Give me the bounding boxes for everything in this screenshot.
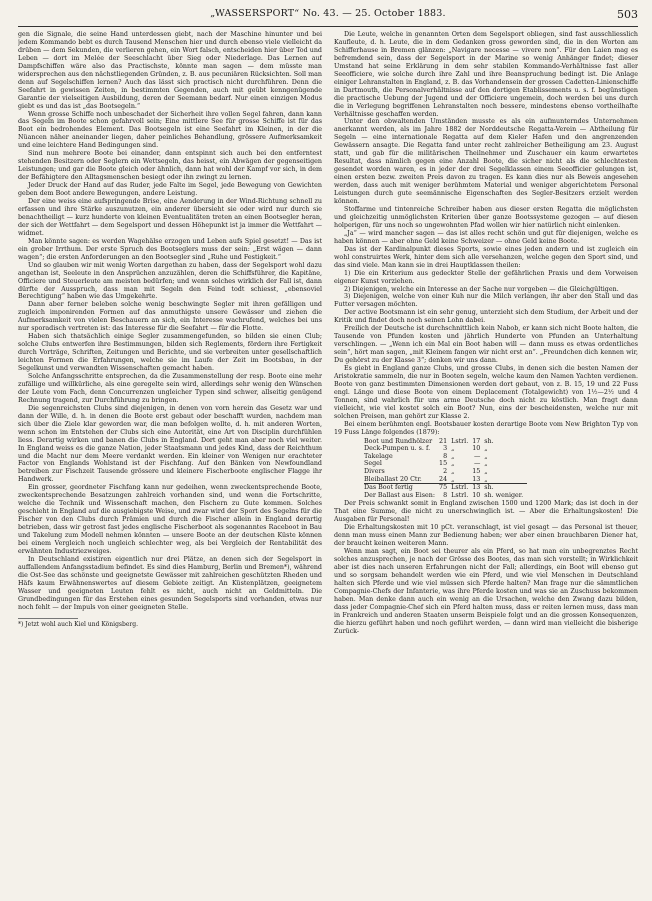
table-cell: 8 [443,452,448,460]
paragraph: Stoffarme und tintenreiche Schreiber haben aus dieser ersten Regatta die möglichsten und gleichzeitig unmöglichsten Kriterien über ganze Bootssysteme gezogen — auf diesen holperigen, für uns noch so ungewohnten Pfad wollen wir hier natürlich nicht einlenken. [334,205,638,229]
paragraph: Die segenreichsten Clubs sind diejenigen, in denen von vorn herein das Gesetz war und dann der Wille, d. h. in denen die Boote erst gebaut oder beschafft wurden, nachdem man sich über die Ziele klar geworden war, die man befolgen wollte, d. h. mit anderen Worten, wenn schon im Entstehen der Clubs sich eine Autorität, eine Art von Disciplin durchfühlen liess. Derartig wirken und banen die Clubs in England. Dort geht man aber noch viel weiter. In England weiss es die ganze Nation, jeder Staatsmann und jedes Kind, dass der Reichthum und die Macht nur dem Meere verdankt werden. Ein kleiner von Wenigen nur erachteter Factor von Englands Wohlstand ist der Fischfang. Auf den Bänken von Newfoundland betreiben zur Fischzeit Tausende grössere und kleinere Fischerboote englischer Flagge ihr Handwerk. [18,404,322,484]
text-columns [18,31,638,901]
page-header [18,8,638,24]
list-item: 2) Diejenigen, welche ein Interesse an der Sache nur vorgeben — die Gleichgültigen. [344,285,619,293]
table-cell: Bleiballast 20 Ctr. [364,475,422,483]
table-cell: Lstrl. [451,484,472,492]
table-cell: „ [484,460,488,468]
table-cell: — [473,452,481,460]
table-cell: Der Ballast aus Eisen: [364,491,436,499]
paragraph: Der eine weiss eine aufspringende Brise, eine Aenderung in der Wind-Richtung schnell zu erfassen und ihre Stärke auszunutzen, ein anderer übersieht sie oder wird nur durch sie benachtheiligt — kurz hunderte von kleinen Eventualitäten treten an einen Bootsegler heran, der sich der Wettfahrt — dem Segelsport und dessen Höhepunkt ist ja immer die Wettfahrt — widmet. [18,198,322,237]
table-cell: „ [484,452,488,460]
table-cell: 24 [439,475,448,483]
table-row [364,468,527,476]
table-cell: Divers [364,467,385,475]
paragraph: Der Preis schwankt somit in England zwischen 1500 und 1200 Mark; das ist doch in der That eine Summe, die nicht zu unerschwinglich ist. — Aber die Erhaltungskosten! Die Ausgaben für Personal! [334,500,638,524]
list-item: 3) Diejenigen, welche von einer Kuh nur die Milch verlangen, ihr aber den Stall und das Futter versagen möchten. [334,293,638,309]
right-column [334,31,638,901]
paragraph: gen die Signale, die seine Hand unterdessen giebt, nach der Maschine hinunter und bei jedem Kommando bebt es durch Tausend Menschen hier und durch ebenso viele vielleicht da drüben — dem Sekunden, die verlieren gehen, ein Wort falsch, entscheiden hier über Tod und Leben — dort im Melée der Seeschlacht über Sieg oder Niederlage. Das Lernen auf Dampfschiffen wäre also das Practischste, könnte man sagen — dem müsste man widersprechen aus den nächstliegenden Gründen, z. B. aus pecuniären Rücksichten. Soll man denn auf Segelschiffen lernen? Auch das lässt sich practisch nicht durchführen. Denn die Seefahrt in gewissen Zeiten, in bestimmten Gegenden, auch mit geübt kenngenügende Garantie der vielseitigen Ausbildung, deren der Seemann bedarf. Nur einen einzigen Modus giebt es und das ist „das Bootsegeln.“ [18,31,322,110]
table-cell: Lstrl. [451,491,469,499]
table-cell: sh. [484,437,494,445]
table-cell: Segel [364,460,382,468]
paragraph: Unter den obwaltenden Umständen musste es als ein aufmunterndes Unternehmen anerkannt werden, als im Jahre 1882 der Norddeutsche Regatta-Verein — Abtheilung für Segeln — eine internationale Regatta auf dem Kieler Hafen und den angrenzenden Gewässern ansagte. Die Regatta fand unter recht zahlreicher Betheiligung am 23. August statt, und gab für die militärischen Theilnehmer und Zuschauer ein kaum erwartetes Resultat, dass nämlich gegen eine Anzahl Boote, die sicher nicht als die schlechtesten gesendet worden waren, es in jeder der drei Segelklassen einem Seeofficier gelungen ist, einen ersten bezw. zweiten Preis davon zu tragen. Es kann dies nur als Beweis angesehen werden, dass auch mit weniger berühmtem Material und weniger abgerichtetem Personal Leistungen durch gute seemännische Eigenschaften des Segler-Besitzers erzielt werden können. [334,118,638,206]
table-cell: Takelage [364,452,393,460]
table-cell: Boot und Rundhölzer [364,437,433,445]
page-number: 503 [617,8,638,21]
table-cell: „ [484,445,488,453]
table-row [364,445,527,453]
table-cell: „ [451,445,455,453]
footnote-text: *) Jetzt wohl auch Kiel und Königsberg. [18,620,139,628]
table-cell: Lstrl. [451,437,469,445]
table-cell: Das Boot fertig [364,484,439,492]
paragraph: Haben sich thatsächlich einige Segler zusammengefunden, so bilden sie einen Club; solche Clubs entwerfen ihre Bestimmungen, bilden sich Reglements, fördern ihre Fertigkeit durch Vorträge, Schriften, Zeitungen und Berichte, und sie verbreiten unter gesellschaftlich leichten Formen die Erfahrungen, welche sie im Laufe der Zeit im Bootsbau, in der Segelkunst und verwandten Wissenschaften gemacht haben. [18,333,322,373]
table-cell: sh. weniger. [484,491,524,499]
paragraph: Ein grosser, geordneter Fischfang kann nur gedeihen, wenn zweckentsprechende Boote, zweckentsprechende Besatzungen zahlreich vorhanden sind, und wenn die Fortschritte, welche die Technik und Wissenschaft machen, den Fischern zu Gute kommen. Solches geschieht in England auf die ausgiebigste Weise, und zwar wird der Sport des Segelns für die Fischer von den Clubs durch Prämien und durch die Fischer allein in England derartig betrieben, dass wir getrost fast jedes englische Fischerboot als sogenanntes Raceboot in Bau und Takelung zum Modell nehmen könnten — unsere Boote an der deutschen Küste können bei einem Vergleich noch ungleich schlechter weg, als bei Vergleich der Rentabilität des erwähnten Industriezweiges. [18,484,322,555]
table-cell: „ [484,475,488,483]
table-cell: 13 [472,475,481,483]
table-cell: „ [451,475,455,483]
paragraph: Und so glauben wir mit wenig Worten dargethan zu haben, dass der Segelsport wohl dazu angethan ist, Seeleute in den Ansprüchen anzuzählen, deren die Schiffsführer, die Kapitäne, Officiere und Steuerleute am meisten bedürfen; und wenn solches wirklich der Fall ist, dann dürfte der Ausspruch, dass man mit Segeln den Feind todt schiesst, „ebensoviel Berechtigung“ haben wie das Umgekehrte. [18,261,322,301]
table-cell: 75 [439,484,451,492]
cost-table [364,438,527,500]
paragraph: Freilich der Deutsche ist durchschnittlich kein Nabob, er kann sich nicht Boote halten, die Tausende von Pfunden kosten und jährlich Hunderte von Pfunden an Unterhaltung verschlingen. — „Wenn ich ein Mal ein Boot haben will — dann muss es etwas ordentliches sein“, hört man sagen, „mit Kleinem fangen wir nicht erst an“. „Freundchen dich kennen wir, Du gehörst zu der Klasse 3“; denken wir uns dann. [334,325,638,365]
paragraph: In Deutschland existiren eigentlich nur drei Plätze, an denen sich der Segelsport in auffallendem Anfangsstadium befindet. Es sind dies Hamburg, Berlin und Bremen*), während die Ost-See das schönste und geeignetste Gewässer mit zahlreichen geschützten Rheden und Häfs kaum Erwähnenswertes auf diesem Gebiete zeitigt. An Küstenplätzen, geeignetem Wasser und geeigneten Leuten fehlt es nicht, auch nicht an Geldmitteln. Die Grundbedingungen für das Erstehen eines gesunden Segelsports sind vorhanden, etwas nur noch fehlt — der Impuls von einer geeigneten Stelle. [18,555,322,611]
table-row [364,492,527,500]
list-item: 1) Die ein Kriterium aus gedeckter Stelle der gefährlichen Praxis und dem Vorweisen eigener Kunst vorziehen. [334,269,638,285]
table-cell: 15 [439,460,448,468]
paragraph: Wenn man sagt, ein Boot sei theurer als ein Pferd, so hat man ein unbegrenztes Recht solches anzusprechen, je nach der Grösse des Bootes, das man sich vorstellt; in Wirklichkeit aber ist dies nach unseren Erfahrungen nicht der Fall; allerdings, ein Boot will ebenso gut und so sorgsam behandelt werden wie ein Pferd, und wie viel Menschen in Deutschland halten sich Pferde und wie viel müssen sich Pferde halten? Man frage nur die sämmtlichen Compagnie-Chefs der Infanterie, was ihre Pferde kosten und was sie an Zuschuss bekommen haben. Man denke dann auch ein wenig an die Ursachen, welche den Zwang dazu bilden, dass jeder Compagnie-Chef sich ein Pferd halten muss, dass er reiten lernen muss, dass man in Frankreich und anderen Staaten unserm Beispiele folgt und an die grossen Konsequenzen, die hierzu geführt haben und noch geführt werden, — dann wird man vielleicht die bisherige Zurück- [334,548,638,635]
paragraph: Bei einem berühmten engl. Bootsbauer kosten derartige Boote vom New Brighton Typ von 19 Fuss Länge folgendes (1879): [334,420,638,436]
table-cell: „ [451,467,455,475]
table-total-row [364,484,527,492]
table-cell: sh. [484,484,527,492]
table-row [364,460,527,468]
table-cell: „ [451,460,455,468]
table-cell: 10 [472,491,481,499]
paragraph: Es giebt in England ganze Clubs, und grosse Clubs, in denen sich die besten Namen der Aristokratie sammeln, die nur in Booten segeln, welche kaum den Namen Yachten verdienen. Boote von ganz bestimmten Dimensionen werden dort gebaut, von z. B. 15, 19 und 22 Fuss engl. Länge und diese Boote von einem Deplacement (Totalgewicht) von 1½—2½ und 4 Tonnen, sind wahrlich für uns arme Deutsche doch nicht zu köstlich. Man fragt dann vielleicht, wie viel kostet solch ein Boot? Nun, eins der bescheidensten, welche nur mit solchen Preisen, man gehört zur Klasse 2. [334,365,638,420]
paragraph: Jeder Druck der Hand auf das Ruder, jede Falte im Segel, jede Bewegung von Gewichten geben dem Boot andere Bewegungen, andere Leistung. [18,182,322,198]
table-row [364,476,527,484]
table-cell: „ [451,452,455,460]
paragraph: Der active Bootsmann ist ein sehr genug, unterzieht sich dem Studium, der Arbeit und der Kritik und findet doch noch seinen Lohn dabei. [334,309,638,325]
table-cell: „ [484,467,488,475]
left-column [18,31,322,901]
table-cell: 17 [472,437,481,445]
table-cell: 8 [443,491,448,499]
table-cell: 13 [472,484,484,492]
paragraph: Wenn grosse Schiffe noch unbeschadet der Sicherheit ihre vollen Segel fahren, dann kann das Segeln im Boote schon gefahrvoll sein; Eine mittlere See für grosse Schiffe ist für das Boot ein bedrohendes Element. Das Bootsegeln ist eine Seefahrt im Kleinen, in der die Nüancen näher aneinander liegen, daher peinliches Behandlung, grössere Aufmerksamkeit und eine leichtere Hand Bedingungen sind. [18,110,322,150]
running-title: „WASSERSPORT“ No. 43. — 25. October 1883. [210,8,446,19]
paragraph: Man könnte sagen: es werden Wagehälse erzogen und Leben aufs Spiel gesetzt! — Das ist ein grober Irrthum. Der erste Spruch des Bootseglers muss der sein: „Erst wägen — dann wagen“; die ersten Anforderungen an den Bootsegler sind „Ruhe und Festigkeit.“ [18,237,322,261]
table-cell: 10 [472,445,481,453]
header-rule [18,26,638,27]
paragraph: Solche Anfangsschritte entsprechen, da die Zusammenstellung der resp. Boote eine mehr zufällige und willkürliche, als eine geregelte sein wird, allerdings sehr wenig den Wünschen der Leute vom Fach, denn Concurrenzen ungleicher Typen sind schwer, allseitig genügend Rechnung tragend, zur Durchführung zu bringen. [18,372,322,404]
paragraph: Sind nun mehrere Boote bei einander, dann entspinnt sich auch bei den entferntest stehenden Besitzern oder Seglern ein Wettsegeln, das heisst, ein Abwägen der gegenseitigen Leistungen; und gar die Boote gleich oder ähnlich, dann hat wohl der Kampf vor sich, in dem der Befähigtere den Alltagsmenschen besiegt oder ihn zwingt zu lernen. [18,150,322,182]
paragraph: „Ja“ — wird mancher sagen — das ist alles recht schön und gut für diejenigen, welche es haben können — aber ohne Geld keine Schweizer — ohne Geld keine Boote. [334,229,638,245]
paragraph: Das ist der Kardinalpunkt dieses Sports, sowie eines jeden andern und ist zugleich ein wohl construirtes Werk, hinter dem sich alle versehanzen, welche gegen den Sport sind, und das sind viele. Man kann sie in drei Hauptklassen theilen: [334,245,638,269]
table-cell: — [473,460,481,468]
table-cell: 15 [472,467,481,475]
table-cell: Deck-Pumpen u. s. f. [364,445,431,453]
paragraph: Die Leute, welche in genannten Orten dem Segelsport obliegen, sind fast ausschliesslich Kaufleute, d. h. Leute, die in dem Gedanken gross geworden sind, die in den Worten am Schifferhause in Bremen glänzen: „Navigare necesse — vivere non“. Für den Laien mag es befremdend sein, dass der Segelsport in der Marine so wenig Anhänger findet; dieser Umstand hat seine Erklärung in dem sehr stabilen Kommando-Verhältnisse fast aller Seeofficiere, wie solche durch ihre Zahl und ihre Beanspruchung bedingt ist. Die Anlage einiger Lehranstalten in England, z. B. das Vorhandensein der grossen Cadetten-Linienschiffe in Dartmouth, die Personalverhältnisse auf den dortigen Etablissements u. s. f. begünstigen die practische Uebung der Jugend und der Officiere ungemein, doch werden bei uns durch die in Verlegung begriffenen Lehranstalten noch bessere, mindestens ebenso vortheilhafte Verhältnisse geschaffen werden. [334,31,638,118]
table-cell: 3 [443,445,448,453]
footnote [18,618,139,629]
paragraph: Dann aber ferner beleben solche wenig beschwingte Segler mit ihren gefälligen und zugleich imponirenden Formen auf das anmuthigste unsere Gewässer und ziehen die Aufmerksamkeit von vielen Beschauern an sich, ein Interesse wachrufend, welches bei uns nur sporadisch vertreten ist: das Interesse für die Seefahrt — für die Flotte. [18,301,322,333]
table-cell: 2 [443,467,448,475]
table-cell: 21 [439,437,448,445]
paragraph: Die Erhaltungskosten mit 10 pCt. veranschlagt, ist viel gesagt — das Personal ist theuer, denn man muss einen Mann zur Bedienung haben; wer aber einen brauchbaren Diener hat, der braucht keinen weiteren Mann. [334,524,638,548]
